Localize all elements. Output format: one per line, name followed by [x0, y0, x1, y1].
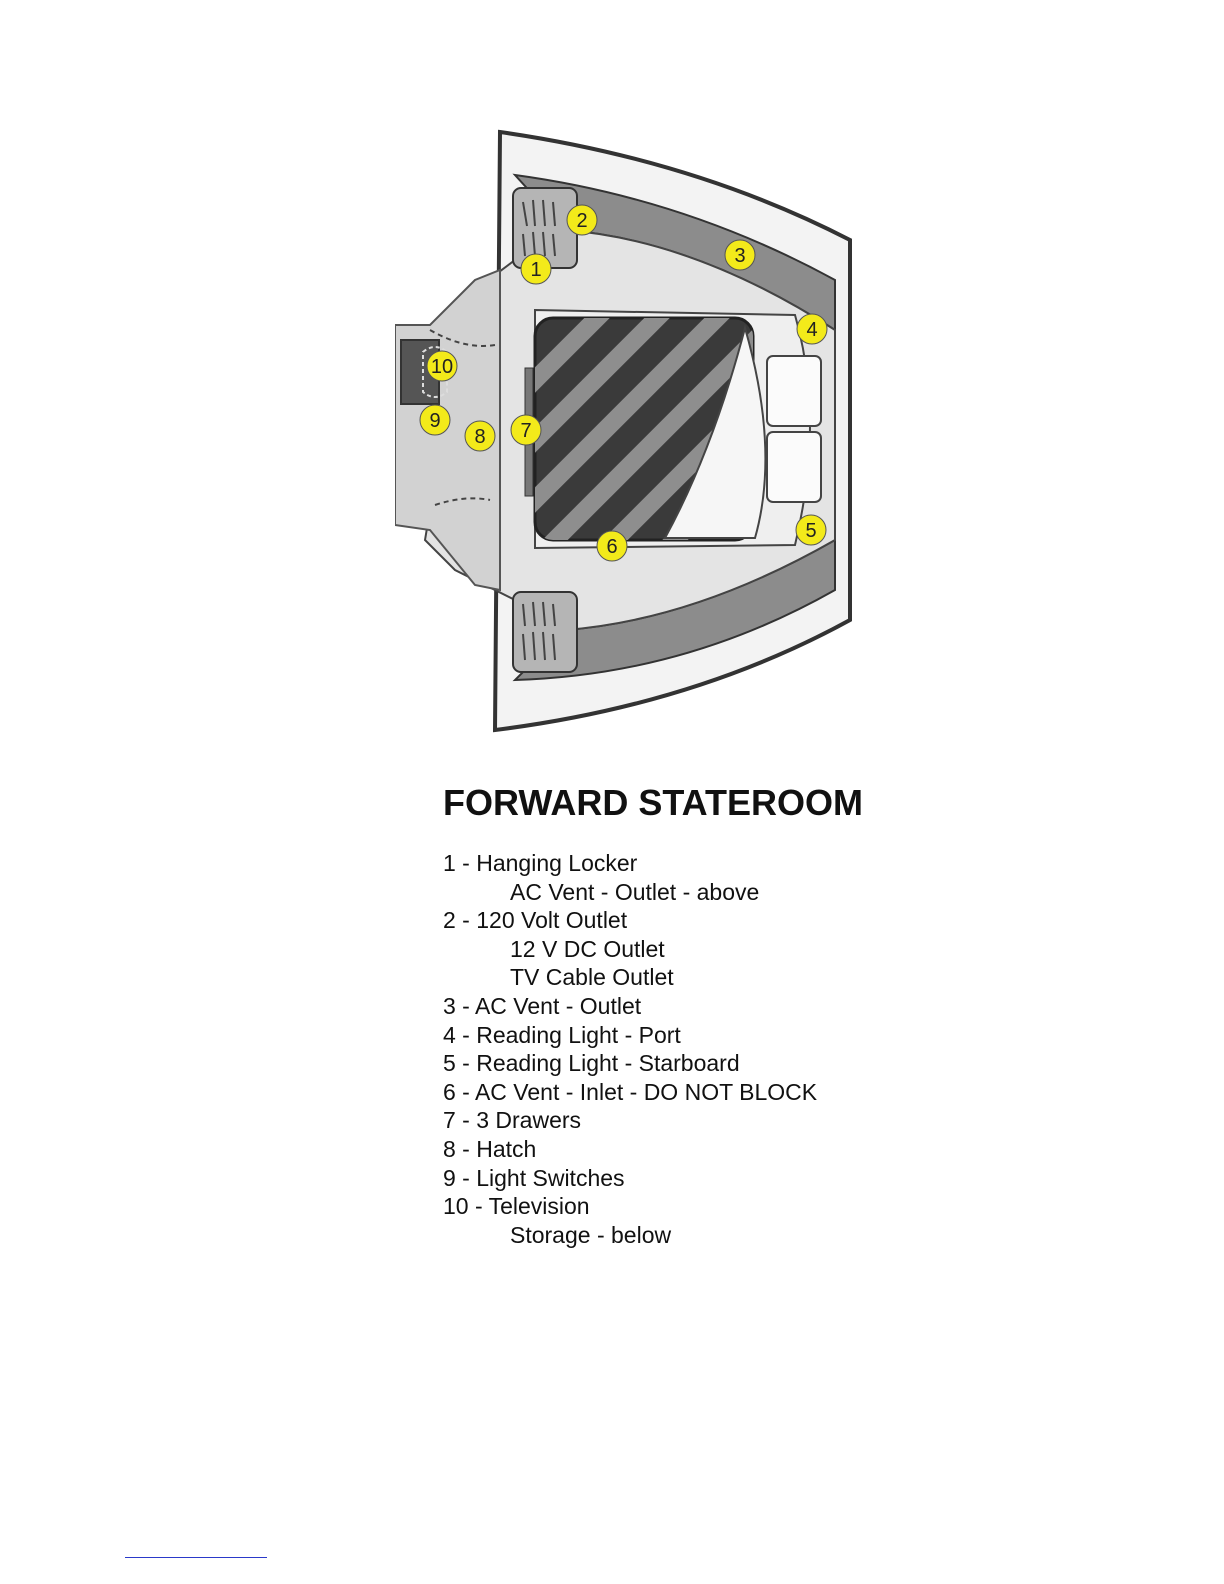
- legend-subitem: AC Vent - Outlet - above: [510, 878, 760, 905]
- marker-5: [796, 515, 826, 545]
- legend-item: 5 - Reading Light - Starboard: [443, 1050, 740, 1077]
- marker-2: [567, 205, 597, 235]
- marker-6: [597, 531, 627, 561]
- legend-subitem: TV Cable Outlet: [510, 964, 674, 991]
- legend-item: 2 - 120 Volt Outlet: [443, 907, 628, 934]
- legend-item: 10 - Television: [443, 1193, 590, 1220]
- marker-label: 9: [429, 410, 441, 432]
- legend-item: 9 - Light Switches: [443, 1164, 625, 1191]
- pillow-port: [767, 356, 821, 426]
- marker-9: [420, 405, 450, 435]
- page-title: FORWARD STATEROOM: [443, 782, 863, 823]
- legend-list: [443, 849, 817, 1249]
- marker-label: 10: [430, 356, 454, 378]
- marker-label: 7: [520, 420, 532, 442]
- marker-label: 4: [806, 319, 818, 341]
- marker-3: [725, 240, 755, 270]
- stateroom-diagram: [395, 120, 865, 740]
- marker-label: 6: [606, 536, 618, 558]
- marker-7: [511, 415, 541, 445]
- legend-item: 8 - Hatch: [443, 1135, 537, 1162]
- pillow-starboard: [767, 432, 821, 502]
- legend-item: 7 - 3 Drawers: [443, 1107, 582, 1134]
- footer-rule: [125, 1557, 267, 1558]
- marker-label: 8: [474, 426, 486, 448]
- marker-1: [521, 254, 551, 284]
- legend-item: 3 - AC Vent - Outlet: [443, 992, 642, 1019]
- marker-label: 1: [530, 259, 542, 281]
- legend-item: 6 - AC Vent - Inlet - DO NOT BLOCK: [443, 1078, 818, 1105]
- legend-item: 4 - Reading Light - Port: [443, 1021, 681, 1048]
- marker-10: [427, 351, 457, 381]
- marker-label: 3: [734, 245, 746, 267]
- marker-8: [465, 421, 495, 451]
- legend-subitem: 12 V DC Outlet: [510, 935, 665, 962]
- marker-label: 5: [805, 520, 817, 542]
- legend-subitem: Storage - below: [510, 1221, 672, 1248]
- marker-4: [797, 314, 827, 344]
- legend-item: 1 - Hanging Locker: [443, 850, 638, 876]
- marker-label: 2: [576, 210, 588, 232]
